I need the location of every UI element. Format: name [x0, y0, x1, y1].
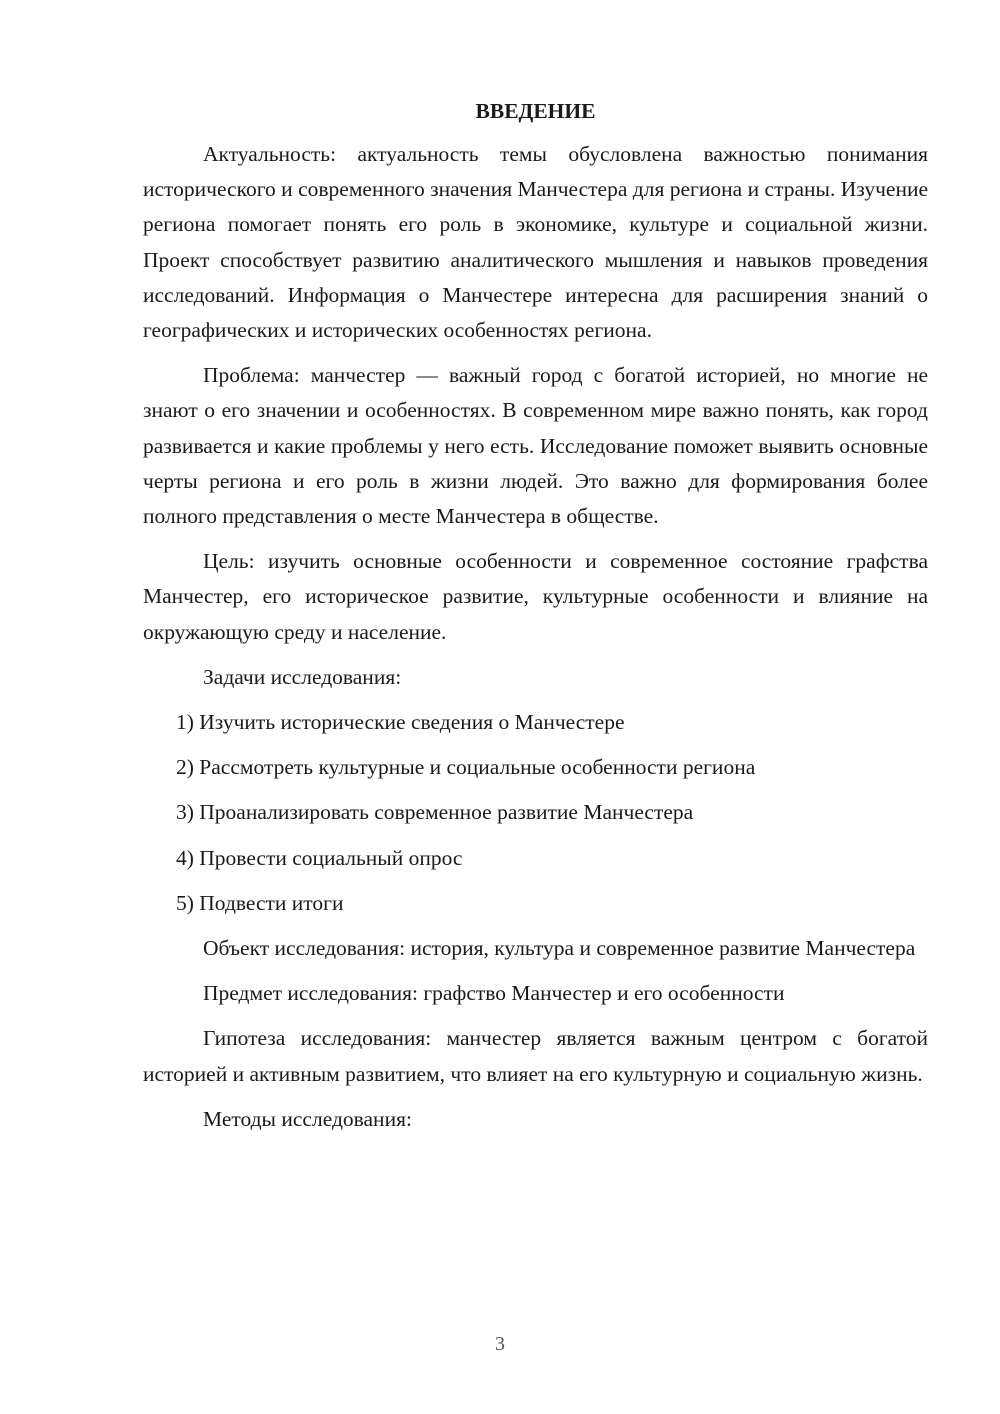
tasks-heading: Задачи исследования:: [203, 664, 402, 689]
goal-paragraph: Цель: изучить основные особенности и современное состояние графства Манчестер, его историческое развитие, культурные особенности и влияние на окружающую среду и население.: [143, 549, 928, 644]
page-content: [143, 96, 928, 1147]
object-paragraph: Объект исследования: история, культура и современное развитие Манчестера: [203, 936, 916, 961]
tasks-list: [143, 705, 928, 921]
task-item: 2) Рассмотреть культурные и социальные особенности региона: [176, 755, 756, 780]
task-item: 4) Провести социальный опрос: [176, 845, 463, 870]
task-item: 1) Изучить исторические сведения о Манчестере: [176, 710, 625, 735]
subject-paragraph: Предмет исследования: графство Манчестер и его особенности: [203, 981, 785, 1006]
problem-paragraph: Проблема: манчестер — важный город с богатой историей, но многие не знают о его значении и особенностях. В современном мире важно понять, как город развивается и какие проблемы у него есть. Исследование поможет выявить основные черты региона и его роль в жизни людей. Это важно для формирования более полного представления о месте Манчестера в обществе.: [143, 363, 928, 529]
hypothesis-paragraph: Гипотеза исследования: манчестер является важным центром с богатой историей и активным развитием, что влияет на его культурную и социальную жизнь.: [143, 1026, 928, 1086]
page-number: 3: [495, 1333, 505, 1355]
relevance-paragraph: Актуальность: актуальность темы обусловлена важностью понимания исторического и современного значения Манчестера для региона и страны. Изучение региона помогает понять его роль в экономике, культуре и социальной жизни. Проект способствует развитию аналитического мышления и навыков проведения исследований. Информация о Манчестере интересна для расширения знаний о географических и исторических особенностях региона.: [143, 142, 928, 343]
methods-heading: Методы исследования:: [203, 1106, 412, 1131]
task-item: 3) Проанализировать современное развитие Манчестера: [176, 800, 694, 825]
task-item: 5) Подвести итоги: [176, 890, 344, 915]
section-heading: ВВЕДЕНИЕ: [475, 99, 596, 123]
